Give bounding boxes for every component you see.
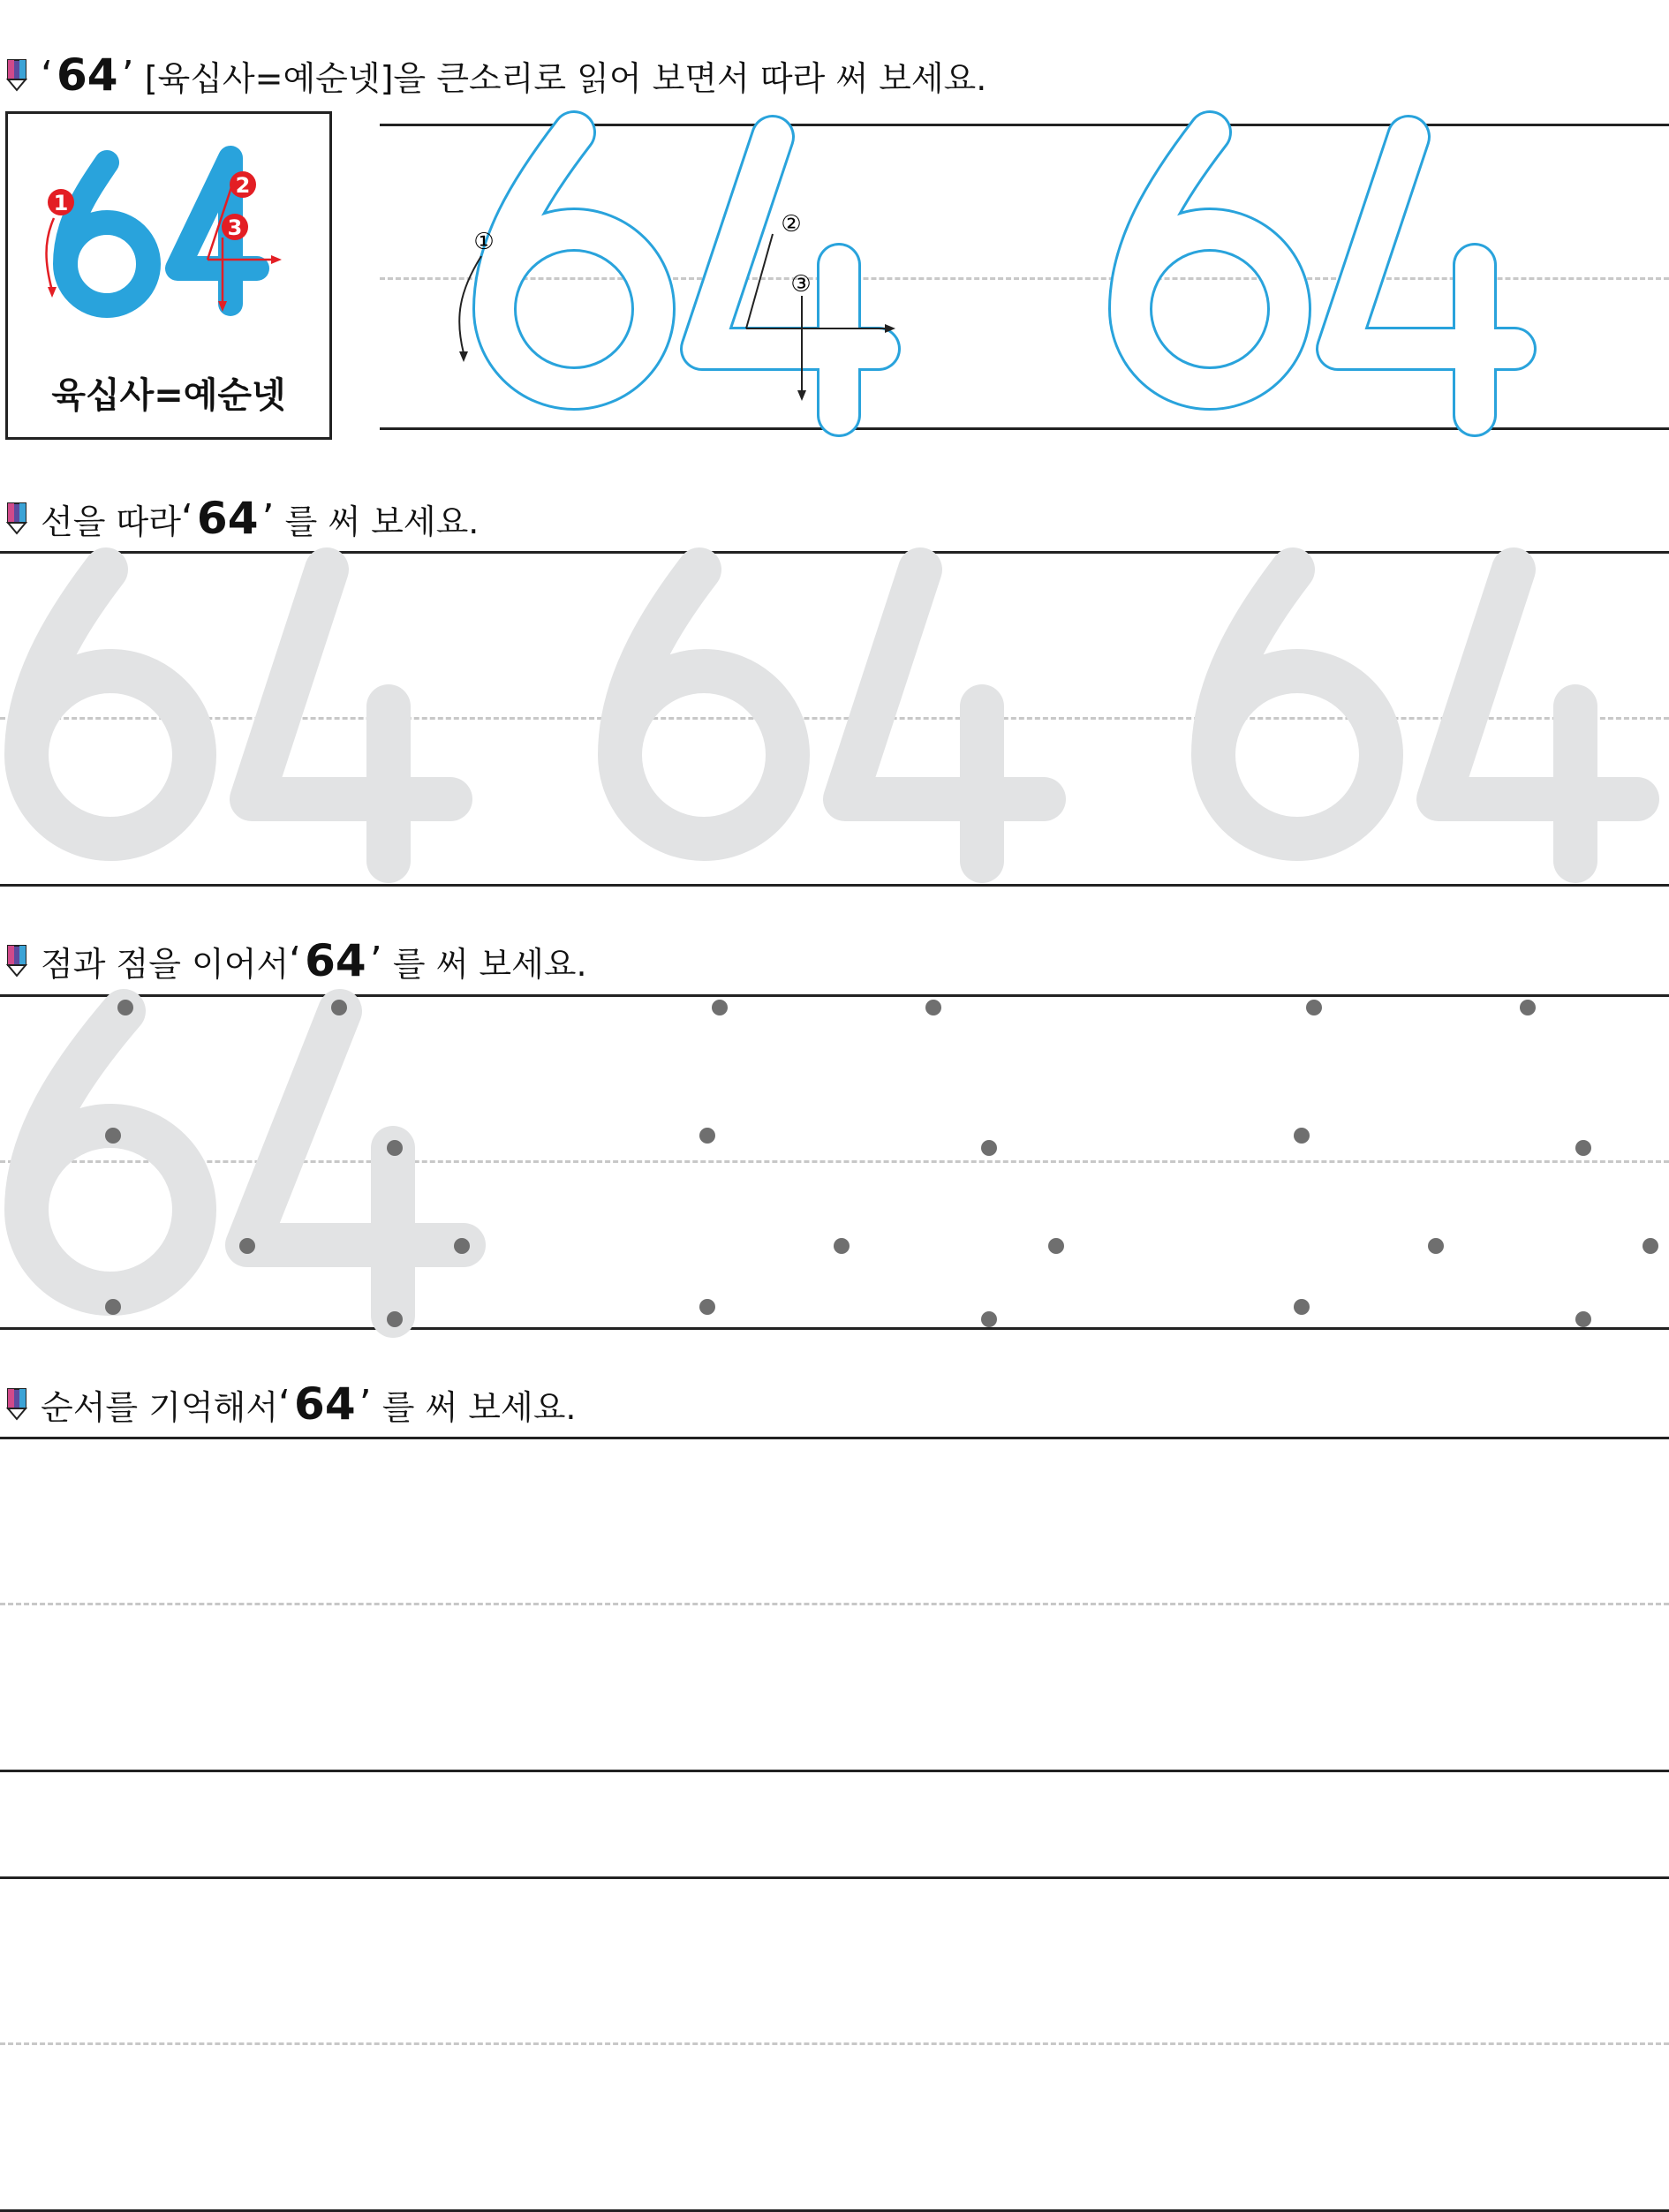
practice-top-line-2: [0, 1876, 1669, 1879]
svg-text:2: 2: [235, 173, 251, 198]
stroke-mark-3: ③: [790, 271, 812, 298]
svg-text:3: 3: [227, 215, 243, 240]
dot-set-3: [1294, 1000, 1658, 1327]
dot-set-2: [699, 1000, 1064, 1327]
instruction-text: 선을 따라: [41, 502, 181, 541]
instruction-2: 선을 따라 ‘ 64 ’ 를 써 보세요.: [5, 492, 479, 545]
number-label: 64: [196, 493, 259, 544]
number-label: 64: [294, 1378, 356, 1430]
instruction-text: [육십사=예순넷]을 큰소리로 읽어 보면서 따라 써 보세요.: [144, 58, 987, 98]
practice-mid-line-2: [0, 2042, 1669, 2045]
instruction-text: 를 써 보세요.: [392, 944, 587, 984]
practice-mid-line-1: [0, 1603, 1669, 1605]
svg-text:1: 1: [53, 191, 69, 215]
trace-64-dotted: [26, 1011, 464, 1316]
number-label: 64: [57, 49, 118, 101]
stroke-mark-1: ①: [473, 229, 495, 255]
practice-top-line-1: [0, 1437, 1669, 1439]
number-label: 64: [305, 935, 366, 986]
instruction-1: ‘ 64 ’ [육십사=예순넷]을 큰소리로 읽어 보면서 따라 써 보세요.: [5, 49, 986, 102]
instruction-text: 를 써 보세요.: [284, 502, 480, 541]
practice-bottom-line-1: [0, 1770, 1669, 1772]
instruction-text: 점과 점을 이어서: [41, 944, 290, 984]
instruction-4: 순서를 기억해서 ‘ 64 ’ 를 써 보세요.: [5, 1378, 577, 1431]
reading-caption: 육십사=예순넷: [51, 375, 286, 416]
instruction-text: 순서를 기억해서: [41, 1387, 279, 1427]
instruction-text: 를 써 보세요.: [381, 1387, 577, 1427]
stroke-mark-2: ②: [781, 211, 802, 238]
instruction-3: 점과 점을 이어서 ‘ 64 ’ 를 써 보세요.: [5, 934, 587, 987]
pencil-icon: [5, 1387, 28, 1421]
